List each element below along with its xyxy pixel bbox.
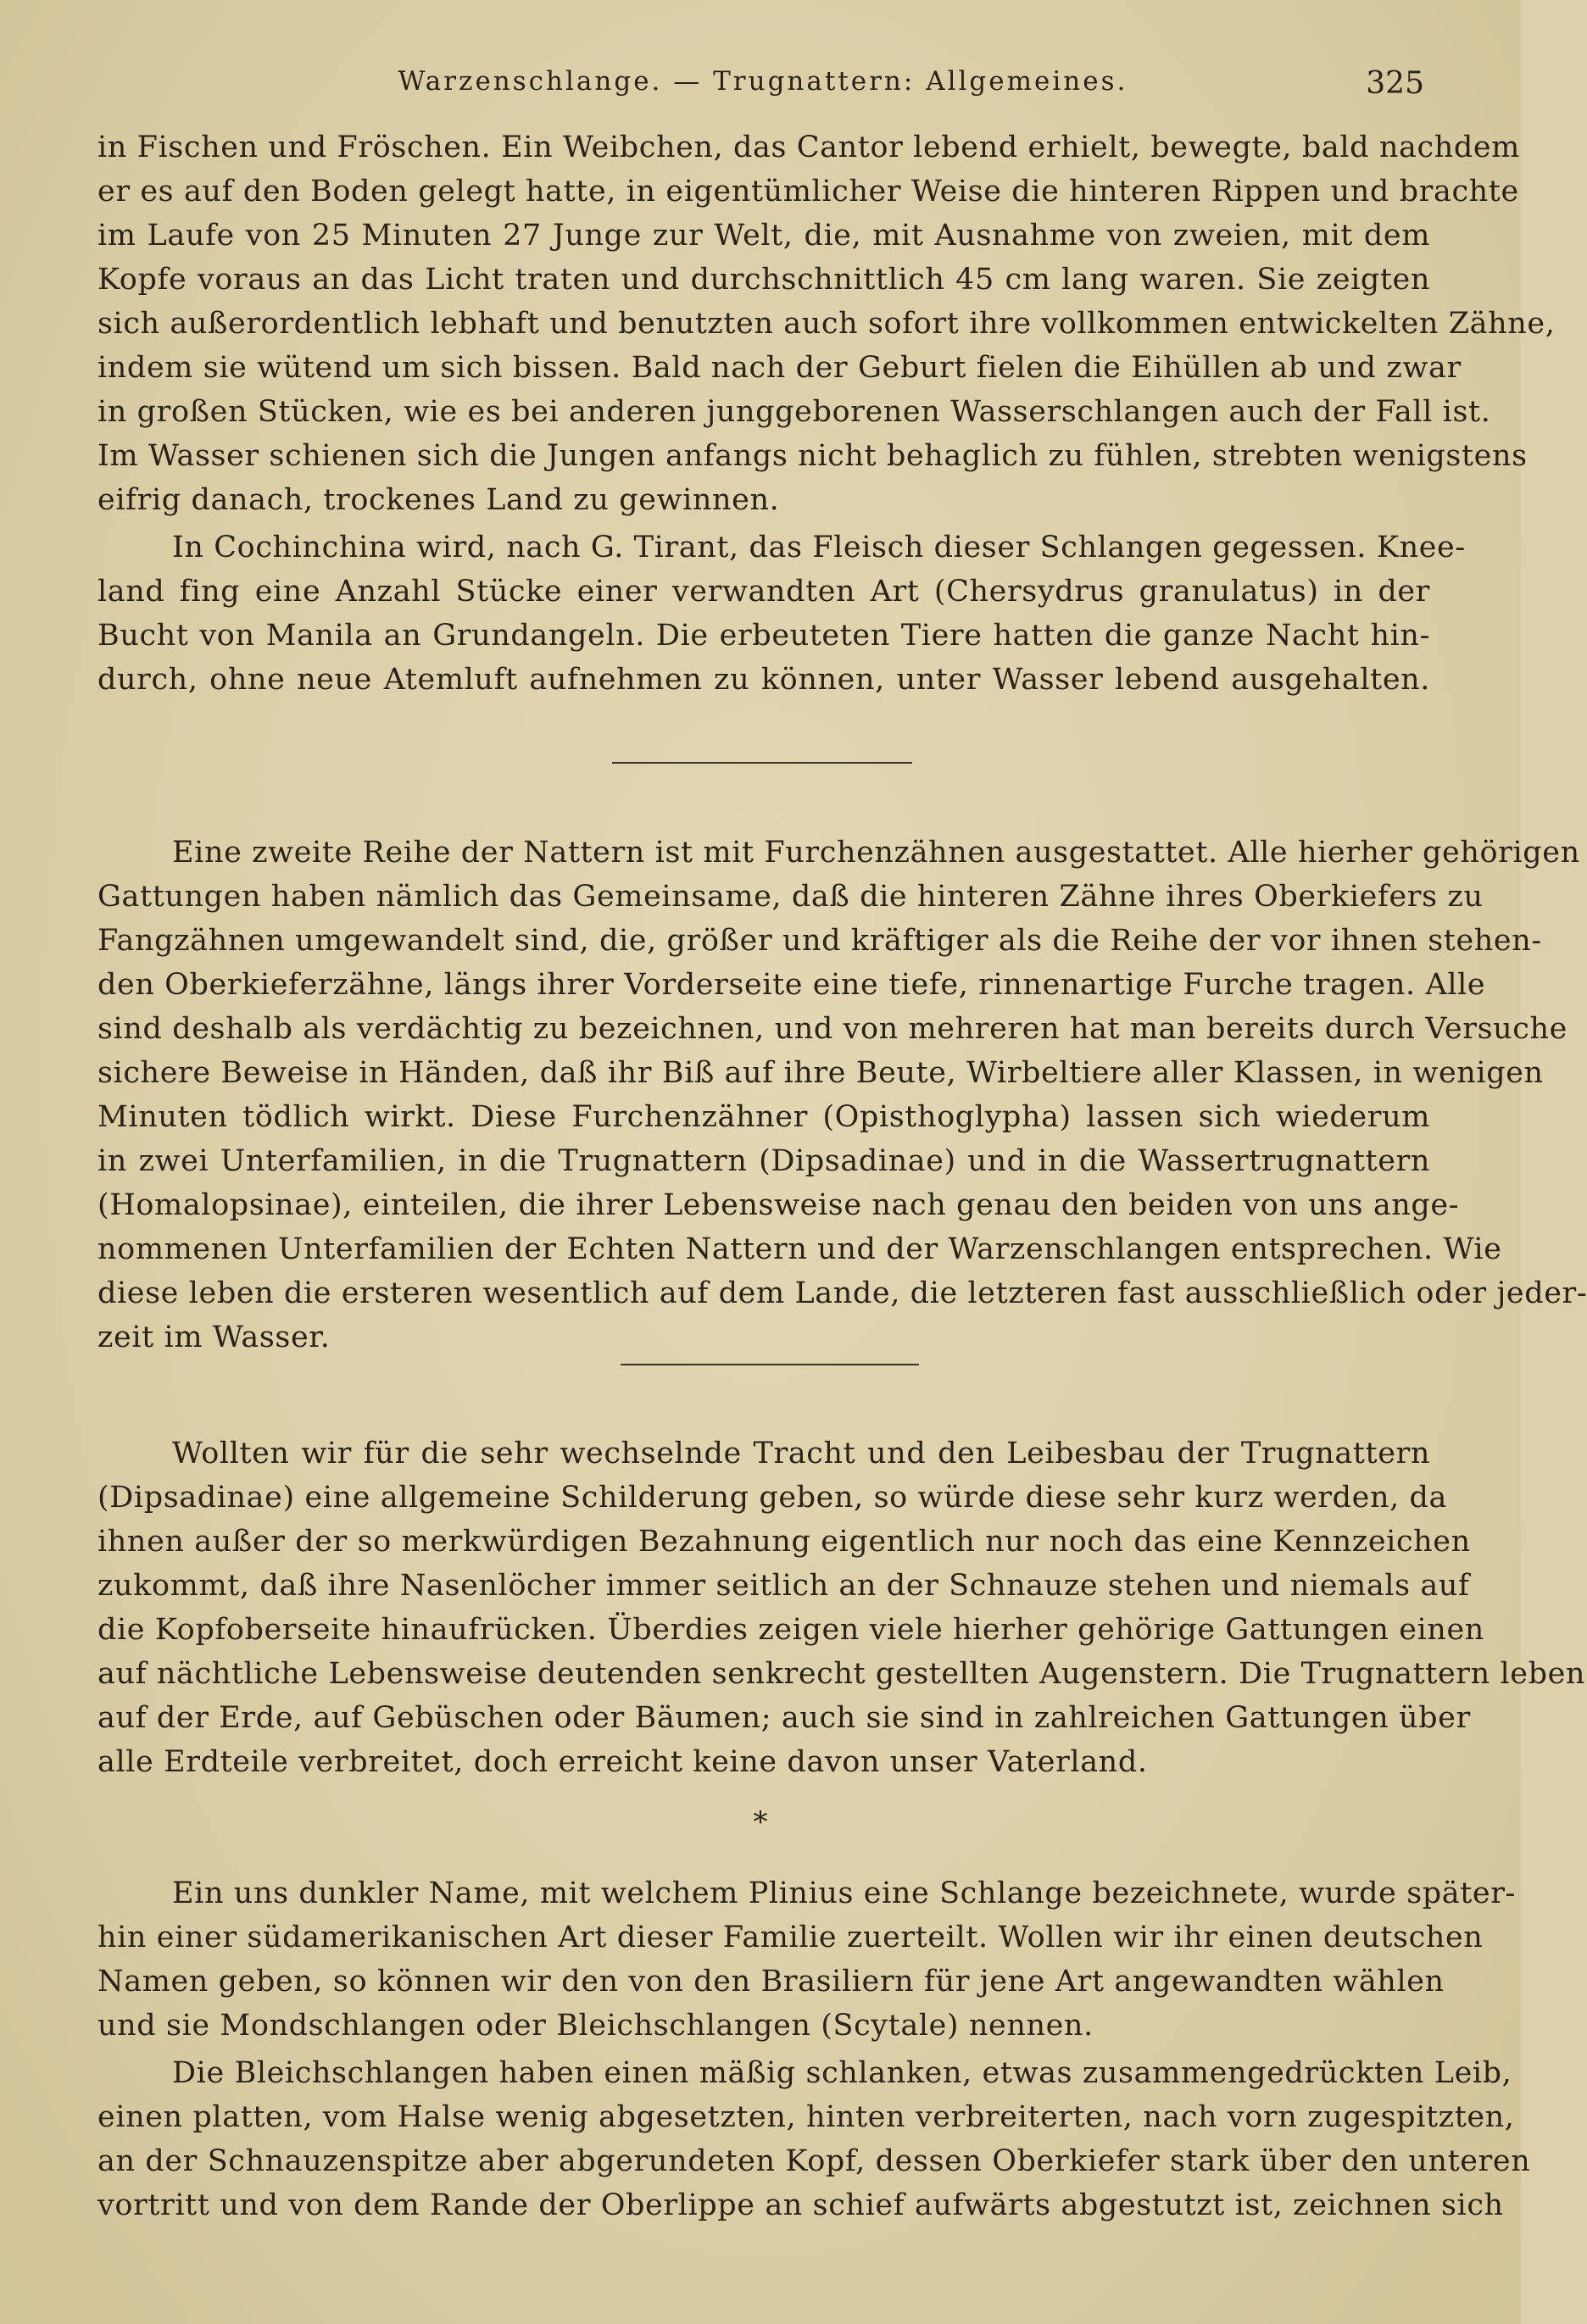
text-line: Die Bleichschlangen haben einen mäßig schlanken, etwas zusammengedrückten Leib, <box>172 2056 1512 2090</box>
text-line: auf der Erde, auf Gebüschen oder Bäumen; auch sie sind in zahlreichen Gattungen über <box>97 1701 1471 1735</box>
paragraph <box>97 525 1466 702</box>
paragraph <box>97 125 1556 522</box>
section-3 <box>97 1432 1586 1784</box>
text-line: sind deshalb als verdächtig zu bezeichnen, und von mehreren hat man bereits durch Versuche <box>97 1012 1568 1046</box>
text-line: alle Erdteile verbreitet, doch erreicht keine davon unser Vaterland. <box>97 1745 1148 1779</box>
text-line: durch, ohne neue Atemluft aufnehmen zu können, unter Wasser lebend ausgehalten. <box>97 663 1430 697</box>
page-number: 325 <box>1366 66 1424 101</box>
text-line: einen platten, vom Halse wenig abgesetzten, hinten verbreiterten, nach vorn zugespitzten, <box>97 2100 1515 2134</box>
text-line: hin einer südamerikanischen Art dieser Familie zuerteilt. Wollen wir ihr einen deutschen <box>97 1921 1484 1954</box>
text-line: eifrig danach, trockenes Land zu gewinnen. <box>97 483 780 517</box>
text-line: (Homalopsinae), einteilen, die ihrer Lebensweise nach genau den beiden von uns ange- <box>97 1188 1460 1222</box>
text-line: nommenen Unterfamilien der Echten Nattern und der Warzenschlangen entsprechen. Wie <box>97 1232 1502 1266</box>
text-line: Kopfe voraus an das Licht traten und durchschnittlich 45 cm lang waren. Sie zeigten <box>97 263 1430 297</box>
section-divider <box>612 762 912 764</box>
text-line: diese leben die ersteren wesentlich auf dem Lande, die letzteren fast ausschließlich oder jeder- <box>97 1276 1587 1310</box>
text-line: die Kopfoberseite hinaufrücken. Überdies zeigen viele hierher gehörige Gattungen einen <box>97 1613 1484 1647</box>
text-line: an der Schnauzenspitze aber abgerundeten Kopf, dessen Oberkiefer stark über den unteren <box>97 2144 1531 2178</box>
text-line: auf nächtliche Lebensweise deutenden senkrecht gestellten Augenstern. Die Trugnattern leben <box>97 1657 1586 1691</box>
text-line: sichere Beweise in Händen, daß ihr Biß auf ihre Beute, Wirbeltiere aller Klassen, in wenigen <box>97 1056 1544 1090</box>
text-line: zeit im Wasser. <box>97 1320 331 1354</box>
paragraph <box>97 831 1587 1359</box>
section-2 <box>97 831 1587 1359</box>
running-title: Warzenschlange. — Trugnattern: Allgemeines. <box>398 66 1128 97</box>
text-line: In Cochinchina wird, nach G. Tirant, das Fleisch dieser Schlangen gegessen. Knee- <box>172 531 1466 564</box>
text-line: Wollten wir für die sehr wechselnde Tracht und den Leibesbau der Trugnattern <box>172 1437 1430 1471</box>
text-line: zukommt, daß ihre Nasenlöcher immer seitlich an der Schnauze stehen und niemals auf <box>97 1569 1470 1603</box>
text-line: indem sie wütend um sich bissen. Bald nach der Geburt fielen die Eihüllen ab und zwar <box>97 351 1462 385</box>
section-1 <box>97 125 1556 702</box>
asterisk-separator: * <box>753 1805 768 1839</box>
text-line: Namen geben, so können wir den von den Brasiliern für jene Art angewandten wählen <box>97 1965 1445 1999</box>
text-line: ihnen außer der so merkwürdigen Bezahnung eigentlich nur noch das eine Kennzeichen <box>97 1525 1471 1559</box>
text-line: im Laufe von 25 Minuten 27 Junge zur Welt, die, mit Ausnahme von zweien, mit dem <box>97 219 1430 253</box>
text-line: in Fischen und Fröschen. Ein Weibchen, das Cantor lebend erhielt, bewegte, bald nachdem <box>97 131 1520 164</box>
text-line: Eine zweite Reihe der Nattern ist mit Furchenzähnen ausgestattet. Alle hierher gehörigen <box>172 836 1580 870</box>
paragraph <box>97 1871 1516 2048</box>
text-line: den Oberkieferzähne, längs ihrer Vorderseite eine tiefe, rinnenartige Furche tragen. Alle <box>97 968 1486 1002</box>
text-line: Minuten tödlich wirkt. Diese Furchenzähner (Opisthoglypha) lassen sich wiederum <box>97 1100 1430 1134</box>
text-line: Gattungen haben nämlich das Gemeinsame, daß die hinteren Zähne ihres Oberkiefers zu <box>97 880 1484 914</box>
paragraph <box>97 2051 1531 2227</box>
text-line: Ein uns dunkler Name, mit welchem Plinius eine Schlange bezeichnete, wurde später- <box>172 1876 1516 1910</box>
text-line: (Dipsadinae) eine allgemeine Schilderung geben, so würde diese sehr kurz werden, da <box>97 1481 1448 1515</box>
section-divider <box>621 1364 919 1365</box>
running-head <box>102 66 1424 108</box>
paragraph <box>97 1432 1586 1784</box>
text-line: er es auf den Boden gelegt hatte, in eigentümlicher Weise die hinteren Rippen und brachte <box>97 175 1519 208</box>
text-line: land fing eine Anzahl Stücke einer verwandten Art (Chersydrus granulatus) in der <box>97 575 1430 609</box>
text-line: Im Wasser schienen sich die Jungen anfangs nicht behaglich zu fühlen, strebten wenigstens <box>97 439 1528 473</box>
text-line: in zwei Unterfamilien, in die Trugnattern (Dipsadinae) und in die Wassertrugnattern <box>97 1144 1430 1178</box>
text-line: und sie Mondschlangen oder Bleichschlangen (Scytale) nennen. <box>97 2009 1094 2043</box>
text-line: in großen Stücken, wie es bei anderen junggeborenen Wasserschlangen auch der Fall ist. <box>97 395 1491 429</box>
section-4 <box>97 1871 1531 2227</box>
text-line: Bucht von Manila an Grundangeln. Die erbeuteten Tiere hatten die ganze Nacht hin- <box>97 619 1430 653</box>
text-line: sich außerordentlich lebhaft und benutzten auch sofort ihre vollkommen entwickelten Zähne, <box>97 307 1556 341</box>
text-line: vortritt und von dem Rande der Oberlippe an schief aufwärts abgestutzt ist, zeichnen sich <box>97 2188 1504 2222</box>
text-line: Fangzähnen umgewandelt sind, die, größer und kräftiger als die Reihe der vor ihnen stehen- <box>97 924 1542 958</box>
